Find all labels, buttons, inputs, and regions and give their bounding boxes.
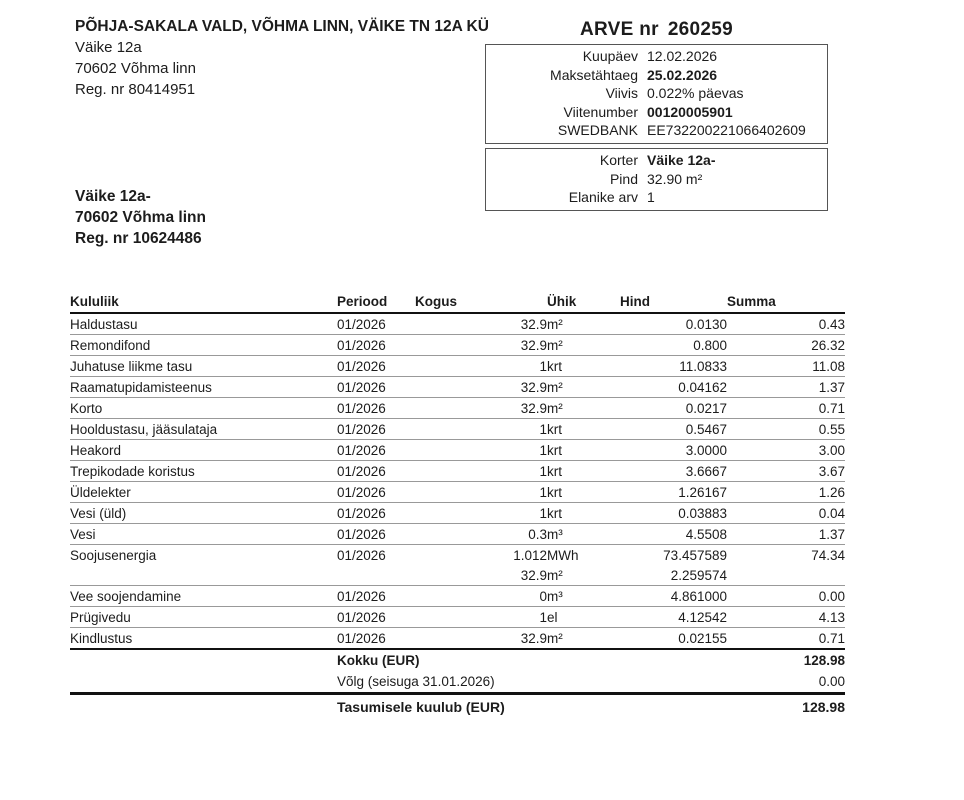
cell-hind: 0.800	[620, 335, 727, 356]
cell-yhik: krt	[547, 482, 620, 503]
cell-periood: 01/2026	[337, 461, 415, 482]
detail-label: Kuupäev	[582, 48, 638, 64]
detail-row	[486, 170, 821, 189]
cell-kululiik: Soojusenergia	[70, 547, 157, 563]
detail-label: Viitenumber	[563, 103, 638, 120]
detail-label: Elanike arv	[568, 189, 638, 205]
cell-kogus: 0.3	[415, 524, 547, 545]
cell-kogus: 32.9	[415, 377, 547, 398]
invoice-title	[485, 19, 828, 41]
detail-value: EE732200221066402609	[647, 122, 806, 138]
detail-row	[486, 121, 821, 140]
cell-periood: 01/2026	[337, 482, 415, 503]
cell-kogus: 0	[415, 586, 547, 607]
sender-address-line1: Väike 12a	[75, 39, 142, 56]
table-header-row	[70, 292, 845, 313]
cell-periood: 01/2026	[337, 547, 386, 563]
cell-periood: 01/2026	[337, 377, 415, 398]
total-spacer-cell	[70, 671, 337, 694]
cell-hind: 2.259574	[620, 565, 727, 586]
detail-label: Viivis	[605, 85, 638, 101]
cell-kululiik: Vee soojendamine	[70, 586, 337, 607]
detail-row	[486, 47, 821, 66]
cell-kululiik: Vesi	[70, 524, 337, 545]
table-row	[70, 461, 845, 482]
table-row	[70, 545, 845, 566]
detail-value: 12.02.2026	[647, 48, 718, 64]
cell-kululiik: Kindlustus	[70, 630, 133, 646]
column-header-yhik: Ühik	[547, 292, 620, 313]
cell-yhik: m³	[547, 586, 620, 607]
cell-yhik: krt	[547, 503, 620, 524]
recipient-block	[75, 186, 206, 249]
cell-periood: 01/2026	[337, 503, 415, 524]
cell-hind: 3.0000	[620, 440, 727, 461]
cell-yhik: krt	[547, 356, 620, 377]
cell-summa: 11.08	[727, 356, 845, 377]
total-label: Võlg (seisuga 31.01.2026)	[337, 674, 495, 689]
cell-summa: 0.04	[727, 503, 845, 524]
cell-yhik: krt	[547, 461, 620, 482]
table-row	[70, 524, 845, 545]
column-header-periood: Periood	[337, 292, 415, 313]
cell-yhik: krt	[547, 419, 620, 440]
cell-kululiik: Remondifond	[70, 335, 337, 356]
invoice-details-box	[485, 44, 828, 144]
detail-value: 25.02.2026	[647, 66, 718, 83]
cell-summa: 1.37	[727, 524, 845, 545]
table-row	[70, 398, 845, 419]
cell-kululiik: Raamatupidamisteenus	[70, 377, 337, 398]
detail-row	[486, 66, 821, 85]
cell-summa: 1.37	[727, 377, 845, 398]
cell-kogus: 1	[415, 503, 547, 524]
recipient-line2: 70602 Võhma linn	[75, 209, 206, 226]
table-row	[70, 335, 845, 356]
cell-kululiik	[70, 565, 337, 586]
cell-kululiik: Heakord	[70, 440, 337, 461]
total-value: 128.98	[727, 694, 845, 720]
total-label: Tasumisele kuulub (EUR)	[337, 694, 727, 720]
cell-periood: 01/2026	[337, 398, 415, 419]
cell-kululiik: Vesi (üld)	[70, 503, 337, 524]
cell-kululiik: Korto	[70, 398, 337, 419]
cell-yhik: m²	[547, 565, 620, 586]
cell-kogus: 1	[415, 482, 547, 503]
cell-kogus: 32.9	[520, 630, 547, 646]
sender-block	[75, 16, 520, 100]
cell-summa: 74.34	[811, 547, 845, 563]
cell-summa	[727, 565, 845, 586]
cell-yhik: m²	[547, 313, 620, 335]
cell-summa: 0.71	[818, 630, 845, 646]
cell-summa: 0.00	[727, 586, 845, 607]
cell-hind: 0.0130	[620, 313, 727, 335]
sender-reg-number: Reg. nr 80414951	[75, 81, 196, 98]
invoice-number: 260259	[667, 19, 734, 40]
cell-kogus: 32.9	[415, 335, 547, 356]
apartment-info-box	[485, 148, 828, 211]
charges-table	[70, 292, 845, 719]
cell-kululiik: Juhatuse liikme tasu	[70, 356, 337, 377]
detail-row	[486, 103, 821, 122]
cell-yhik: el	[547, 607, 620, 628]
total-row	[70, 671, 845, 694]
detail-label: SWEDBANK	[557, 122, 638, 138]
table-row	[70, 482, 845, 503]
table-row	[70, 607, 845, 628]
cell-periood: 01/2026	[337, 419, 415, 440]
table-row	[70, 313, 845, 335]
table-row	[70, 440, 845, 461]
cell-hind: 0.0217	[620, 398, 727, 419]
cell-hind: 73.457589	[663, 547, 727, 563]
cell-kululiik: Trepikodade koristus	[70, 461, 337, 482]
cell-hind: 3.6667	[620, 461, 727, 482]
cell-periood: 01/2026	[337, 586, 415, 607]
detail-row	[486, 151, 821, 170]
total-value: 128.98	[727, 649, 845, 671]
cell-kogus: 1	[415, 607, 547, 628]
cell-summa: 1.26	[727, 482, 845, 503]
sender-address-line2: 70602 Võhma linn	[75, 60, 196, 77]
detail-value: 0.022% päevas	[647, 85, 744, 101]
sender-name: PÕHJA-SAKALA VALD, VÕHMA LINN, VÄIKE TN 12A KÜ	[75, 18, 489, 35]
cell-hind: 0.02155	[678, 630, 727, 646]
cell-yhik: m³	[547, 524, 620, 545]
cell-periood	[337, 565, 415, 586]
detail-row	[486, 84, 821, 103]
cell-summa: 0.43	[727, 313, 845, 335]
cell-hind: 4.861000	[620, 586, 727, 607]
total-label: Kokku (EUR)	[337, 649, 727, 671]
cell-kululiik: Prügivedu	[70, 607, 337, 628]
table-row	[70, 565, 845, 586]
column-header-kululiik: Kululiik	[70, 292, 337, 313]
cell-hind: 11.0833	[620, 356, 727, 377]
total-row	[70, 694, 845, 720]
cell-kogus: 1	[415, 461, 547, 482]
table-row	[70, 503, 845, 524]
detail-label: Maksetähtaeg	[550, 66, 638, 83]
detail-value: 00120005901	[647, 103, 733, 120]
total-spacer-cell	[70, 694, 337, 720]
total-row	[70, 649, 845, 671]
cell-kululiik: Hooldustasu, jääsulataja	[70, 419, 337, 440]
total-value: 0.00	[818, 674, 845, 689]
cell-yhik: m²	[547, 398, 620, 419]
cell-summa: 26.32	[727, 335, 845, 356]
cell-periood: 01/2026	[337, 607, 415, 628]
cell-kogus: 1.012	[513, 547, 547, 563]
cell-hind: 0.03883	[620, 503, 727, 524]
table-row	[70, 586, 845, 607]
column-header-kogus: Kogus	[415, 292, 547, 313]
cell-periood: 01/2026	[337, 356, 415, 377]
cell-yhik: krt	[547, 440, 620, 461]
cell-periood: 01/2026	[337, 440, 415, 461]
recipient-line1: Väike 12a-	[75, 188, 151, 205]
cell-kululiik: Haldustasu	[70, 313, 337, 335]
detail-row	[486, 188, 821, 207]
cell-hind: 4.12542	[620, 607, 727, 628]
cell-yhik: m²	[547, 630, 563, 646]
cell-summa: 4.13	[727, 607, 845, 628]
invoice-title-label: ARVE nr	[579, 19, 659, 40]
cell-yhik: MWh	[547, 547, 579, 563]
cell-hind: 1.26167	[620, 482, 727, 503]
detail-value: Väike 12a-	[647, 152, 716, 168]
cell-periood: 01/2026	[337, 335, 415, 356]
table-row	[70, 356, 845, 377]
detail-label: Korter	[599, 152, 638, 168]
cell-summa: 3.00	[727, 440, 845, 461]
cell-kogus: 32.9	[415, 565, 547, 586]
cell-kogus: 1	[415, 419, 547, 440]
column-header-summa: Summa	[727, 292, 845, 313]
detail-value: 1	[647, 189, 655, 205]
cell-hind: 4.5508	[620, 524, 727, 545]
cell-summa: 0.71	[727, 398, 845, 419]
cell-kogus: 1	[415, 440, 547, 461]
cell-yhik: m²	[547, 377, 620, 398]
cell-yhik: m²	[547, 335, 620, 356]
cell-kogus: 32.9	[415, 313, 547, 335]
cell-periood: 01/2026	[337, 524, 415, 545]
detail-value: 32.90 m²	[647, 170, 703, 187]
cell-periood: 01/2026	[337, 630, 386, 646]
cell-hind: 0.5467	[620, 419, 727, 440]
total-spacer-cell	[70, 649, 337, 671]
cell-hind: 0.04162	[620, 377, 727, 398]
table-row	[70, 377, 845, 398]
cell-summa: 3.67	[727, 461, 845, 482]
detail-label: Pind	[609, 170, 638, 187]
cell-kogus: 32.9	[415, 398, 547, 419]
recipient-reg-number: Reg. nr 10624486	[75, 230, 202, 247]
cell-summa: 0.55	[727, 419, 845, 440]
cell-periood: 01/2026	[337, 313, 415, 335]
table-row	[70, 419, 845, 440]
table-row	[70, 628, 845, 650]
cell-kogus: 1	[415, 356, 547, 377]
column-header-hind: Hind	[620, 292, 727, 313]
cell-kululiik: Üldelekter	[70, 482, 337, 503]
